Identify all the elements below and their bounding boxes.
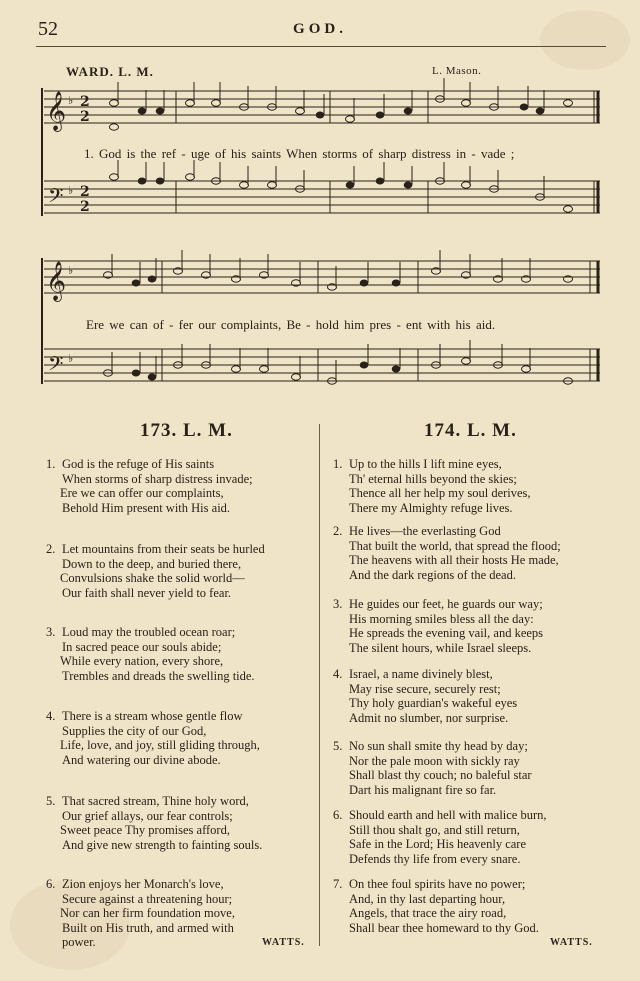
svg-text:♭: ♭ xyxy=(68,352,74,365)
stanza: 6. Should earth and hell with malice burn, Still thou shalt go, and still return, Safe in the Lord; His heavenly care Defends thy life from every snare. xyxy=(333,808,547,866)
lyric-line-2: Ere we can of - fer our complaints, Be - hold him pres - ent with his aid. xyxy=(86,317,496,332)
barlines xyxy=(162,91,594,381)
stanza: 7. On thee foul spirits have no power; And, in thy last departing hour, Angels, that trace the airy road, Shall bear thee homeward to thy God. xyxy=(333,877,539,935)
stanza: 2. Let mountains from their seats be hurled Down to the deep, and buried there, Convulsions shake the solid world— Our faith shall never yield to fear. xyxy=(46,542,265,600)
stanza: 5. No sun shall smite thy head by day; Nor the pale moon with sickly ray Shall blast thy couch; no baleful star Dart his malignant fire so far. xyxy=(333,739,532,797)
bass-staff-1 xyxy=(44,181,600,213)
treble-staff-2 xyxy=(44,261,600,293)
author-watts: WATTS. xyxy=(550,937,593,948)
note-heads xyxy=(104,96,573,384)
svg-text:𝄞: 𝄞 xyxy=(46,91,67,131)
svg-text:♭: ♭ xyxy=(68,94,74,107)
svg-text:𝄢: 𝄢 xyxy=(48,352,64,380)
stanza: 4. There is a stream whose gentle flow Supplies the city of our God, Life, love, and joy, still gliding through, And watering our divine abode. xyxy=(46,709,260,767)
stanza: 2. He lives—the everlasting God That built the world, that spread the flood; The heavens with all their hosts He made, And the dark regions of the dead. xyxy=(333,524,561,582)
svg-text:2: 2 xyxy=(80,199,90,215)
svg-text:𝄞: 𝄞 xyxy=(46,261,67,301)
music-score xyxy=(0,0,640,400)
composer-name: L. Mason. xyxy=(432,65,482,77)
column-divider xyxy=(319,424,320,946)
hymn-174-heading: 174. L. M. xyxy=(424,420,517,441)
svg-text:2: 2 xyxy=(80,184,90,200)
tune-name: WARD. L. M. xyxy=(66,64,154,79)
stanza: 3. Loud may the troubled ocean roar; In sacred peace our souls abide; While every nation, every shore, Trembles and dreads the swelling tide. xyxy=(46,625,255,683)
svg-text:2: 2 xyxy=(80,94,90,110)
lyric-line-1: 1. God is the ref - uge of his saints When storms of sharp distress in - vade ; xyxy=(84,146,515,161)
running-head: GOD. xyxy=(293,21,347,37)
svg-text:𝄢: 𝄢 xyxy=(48,184,64,212)
author-watts: WATTS. xyxy=(262,937,305,948)
svg-text:♭: ♭ xyxy=(68,264,74,277)
stanza: 3. He guides our feet, he guards our way; His morning smiles bless all the day: He spreads the evening vail, and keeps The silent hours, while Israel sleeps. xyxy=(333,597,544,655)
stanza: 1. Up to the hills I lift mine eyes, Th' eternal hills beyond the skies; Thence all her help my soul derives, There my Almighty refuge lives. xyxy=(333,457,531,515)
svg-text:♭: ♭ xyxy=(68,184,74,197)
page-number: 52 xyxy=(38,18,58,40)
stanza: 6. Zion enjoys her Monarch's love, Secure against a threatening hour; Nor can her firm foundation move, Built on His truth, and armed with power. xyxy=(46,877,235,950)
svg-text:2: 2 xyxy=(80,109,90,125)
stanza: 1. God is the refuge of His saints When storms of sharp distress invade; Ere we can offer our complaints, Behold Him present with His aid. xyxy=(46,457,253,515)
bass-staff-2 xyxy=(44,349,600,381)
stanza: 4. Israel, a name divinely blest, May rise secure, securely rest; Thy holy guardian's wakeful eyes Admit no slumber, nor surprise. xyxy=(333,667,518,725)
stanza: 5. That sacred stream, Thine holy word, Our grief allays, our fear controls; Sweet peace Thy promises afford, And give new strength to fainting souls. xyxy=(46,794,263,852)
hymn-173-heading: 173. L. M. xyxy=(140,420,233,441)
